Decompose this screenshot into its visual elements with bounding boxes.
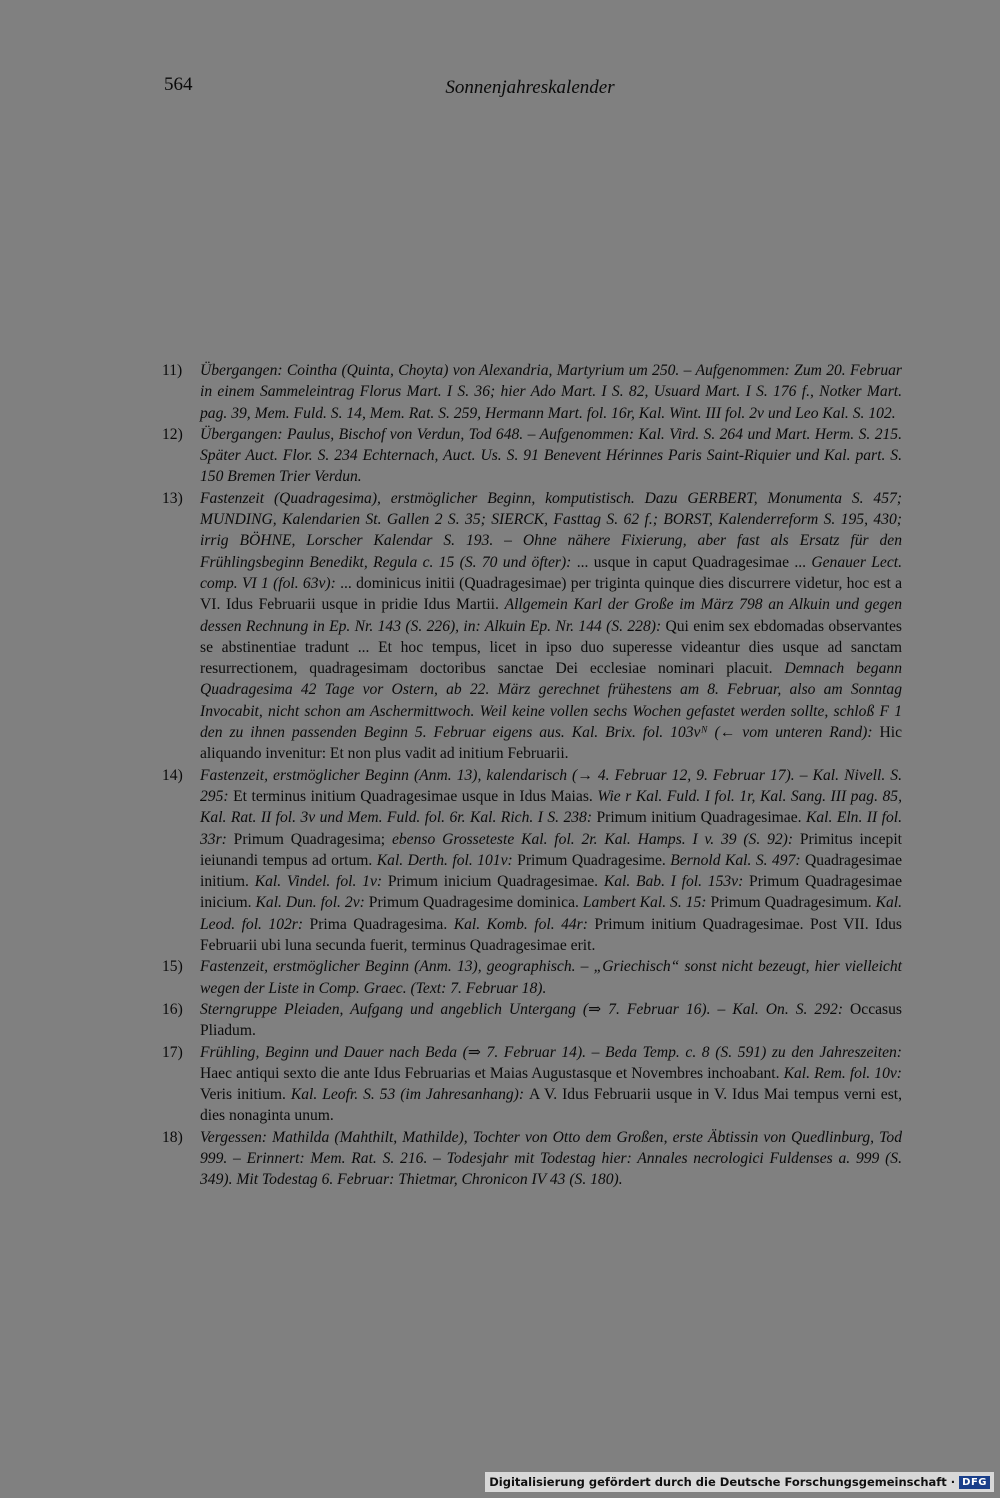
footnote-quote-segment: ... dominicus initii (Quadragesimae) per triginta quinque dies discurrere videtur, hoc est a VI. Idus Februarii usque in pridie Idus Martii. [200,574,902,614]
footnote-italic-segment: Übergangen: Cointha (Quinta, Choyta) von Alexandria, Martyrium um 250. – Aufgenommen: Zum 20. Februar in einem Sammeleintrag Florus Mart. I S. 36; hier Ado Mart. I S. 82, Usuard Mart. I S. 176 f., Notker Mart. pag. 39, Mem. Fuld. S. 14, Mem. Rat. S. 259, Hermann Mart. fol. 16r, Kal. Wint. III fol. 2v und Leo Kal. S. 102. [200,362,902,422]
footnote-text [200,956,902,999]
footnote-number: 17) [162,1043,183,1061]
footnote-quote-segment: Hic aliquando invenitur: Et non plus vadit ad initium Februarii. [200,724,902,763]
footnote-number: 16) [162,1000,183,1018]
footnote-italic-segment: Übergangen: Paulus, Bischof von Verdun, Tod 648. – Aufgenommen: Kal. Vird. S. 264 und Mart. Herm. S. 215. Später Auct. Flor. S. 234 Echternach, Auct. Us. S. 91 Benevent Hérinnes Paris Saint-Riquier und Kal. part. S. 150 Bremen Trier Verdun. [200,425,902,486]
footnote-quote-segment: Haec antiqui sexto die ante Idus Februarias et Maias Augustasque et Novembres inchoabant. [200,1064,784,1082]
footnote-italic-segment: Sterngruppe Pleiaden, Aufgang und angeblich Untergang (⇒ 7. Februar 16). – Kal. On. S. 292: [200,1000,851,1018]
footnote-italic-segment: Frühling, Beginn und Dauer nach Beda (⇒ 7. Februar 14). – Beda Temp. c. 8 (S. 591) zu den Jahreszeiten: [200,1043,902,1061]
footnote-quote-segment: Primum Quadragesima; [233,830,392,848]
footnote-quote-segment: Primum Quadragesimum. [710,894,876,912]
footnote-text [200,424,902,488]
running-title: Sonnenjahreskalender [445,77,615,98]
footnote-number: 18) [162,1128,183,1146]
footnote-italic-segment: Genauer Lect. comp. VI 1 (fol. 63v): [200,553,903,592]
footnote-list [162,360,902,1191]
footnote-italic-segment: Kal. Leod. fol. 102r: [200,894,902,933]
footnote [162,956,902,999]
footnote-number: 11) [162,362,183,379]
footnote [162,424,902,488]
funding-text: Digitalisierung gefördert durch die Deutsche Forschungsgemeinschaft · [489,1475,956,1489]
footnote-italic-segment: Kal. Rem. fol. 10v: [783,1064,902,1082]
footnote [162,488,902,765]
footnote [162,765,902,957]
footnote-italic-segment: Wie r Kal. Fuld. I fol. 1r, Kal. Sang. III pag. 85, Kal. Rat. II fol. 3v und Mem. Fuld. fol. 6r. Kal. Rich. I S. 238: [200,787,903,827]
footnote-italic-segment: Lambert Kal. S. 15: [582,894,711,912]
footnote-italic-segment: Kal. Dun. fol. 2v: [255,894,369,912]
footnote-italic-segment: Kal. Bab. I fol. 153v: [603,873,750,891]
footnote-text [200,488,902,765]
footnote [162,1042,902,1127]
footnote-italic-segment: Bernold Kal. S. 497: [670,851,806,869]
footnote-text [200,360,902,424]
footnote [162,1127,902,1191]
footnote-number: 15) [162,958,183,976]
footnote-italic-segment: Fastenzeit, erstmöglicher Beginn (Anm. 13), kalendarisch (→ 4. Februar 12, 9. Februar 17). – Kal. Nivell. S. 295: [200,766,902,805]
footnote-quote-segment: Primitus incepit ieiunandi tempus ad ortum. [200,830,902,869]
footnote-quote-segment: Qui enim sex ebdomadas observantes se abstinentiae tradunt ... Et hoc tempus, licet in ipso duo superesse videantur dies usque ad sanctam resurrectionem, quadragesimam doctoribus sanctae Dei ecclesiae nominari placuit. [200,617,902,678]
footnote-italic-segment: Kal. Eln. II fol. 33r: [200,809,902,848]
footnote [162,999,902,1042]
footnote-quote-segment: Primum Quadragesime dominica. [368,894,583,912]
footnote-italic-segment: Kal. Leofr. S. 53 (im Jahresanhang): [290,1086,529,1104]
footnote-quote-segment: Primum Quadragesime. [517,851,671,869]
footnote-text [200,999,902,1042]
footnote-quote-segment: ... usque in caput Quadragesimae ... [576,553,812,571]
footnote-quote-segment: Quadragesimae initium. [200,851,903,891]
footnote-italic-segment: Kal. Vindel. fol. 1v: [254,873,388,891]
footnote-italic-segment: Allgemein Karl der Große im März 798 an Alkuin und gegen dessen Rechnung in Ep. Nr. 143 (S. 226), in: Alkuin Ep. Nr. 144 (S. 228): [200,596,902,635]
footnote-italic-segment: Demnach begann Quadragesima 42 Tage vor Ostern, ab 22. März gerechnet frühestens am 8. Februar, also am Sonntag Invocabit, nicht schon am Aschermittwoch. Weil keine vollen sechs Wochen gefastet werden sollte, schloß F 1 den zu ihnen passenden Beginn 5. Februar eigens aus. Kal. Brix. fol. 103vᴺ (← vom unteren Rand): [200,660,902,742]
footnote-quote-segment: Primum initium Quadragesimae. [596,809,806,827]
footnote-quote-segment: Veris initium. [200,1086,291,1104]
footnote-text [200,1042,902,1127]
funding-footer [485,1472,994,1492]
footnote-quote-segment: Occasus Pliadum. [200,1000,902,1040]
footnote-quote-segment: Primum initium Quadragesimae. Post VII. Idus Februarii ubi luna secunda fuerit, terminus Quadragesimae erit. [200,915,902,955]
footnote-italic-segment: ebenso Grosseteste Kal. fol. 2r. Kal. Hamps. I v. 39 (S. 92): [391,830,800,848]
footnote-italic-segment: Fastenzeit, erstmöglicher Beginn (Anm. 13), geographisch. – „Griechisch“ sonst nicht bezeugt, hier vielleicht wegen der Liste in Comp. Graec. (Text: 7. Februar 18). [200,958,902,997]
footnote-quote-segment: Et terminus initium Quadragesimae usque in Idus Maias. [233,787,598,805]
footnote-quote-segment: Prima Quadragesima. [309,915,454,933]
footnote [162,360,902,424]
footnote-italic-segment: Fastenzeit (Quadragesima), erstmöglicher Beginn, komputistisch. Dazu GERBERT, Monumenta S. 457; MUNDING, Kalendarien St. Gallen 2 S. 35; SIERCK, Fasttag S. 62 f.; BORST, Kalenderreform S. 195, 430; irrig BÖHNE, Lorscher Kalendar S. 193. – Ohne nähere Fixierung, aber fast als Ersatz für den Frühlingsbeginn Benedikt, Regula c. 15 (S. 70 und öfter): [200,489,902,571]
footnote-quote-segment: Primum inicium Quadragesimae. [387,873,604,891]
footnote-number: 12) [162,425,183,443]
footnote-quote-segment: A V. Idus Februarii usque in V. Idus Mai tempus verni est, dies nonaginta unum. [200,1086,903,1125]
footnote-text [200,1127,902,1191]
footnote-italic-segment: Kal. Derth. fol. 101v: [376,851,518,869]
footnote-quote-segment: Primum Quadragesimae inicium. [200,873,902,912]
page-number: 564 [164,74,193,95]
footnote-italic-segment: Kal. Komb. fol. 44r: [453,915,595,933]
footnote-italic-segment: Vergessen: Mathilda (Mahthilt, Mathilde), Tochter von Otto dem Großen, erste Äbtissin von Quedlinburg, Tod 999. – Erinnert: Mem. Rat. S. 216. – Todesjahr mit Todestag hier: Annales necrologici Fuldenses a. 999 (S. 349). Mit Todestag 6. Februar: Thietmar, Chronicon IV 43 (S. 180). [200,1128,902,1189]
dfg-logo-icon: DFG [959,1476,990,1489]
footnote-text [200,765,902,957]
footnote-number: 14) [162,766,183,784]
footnote-number: 13) [162,489,183,507]
